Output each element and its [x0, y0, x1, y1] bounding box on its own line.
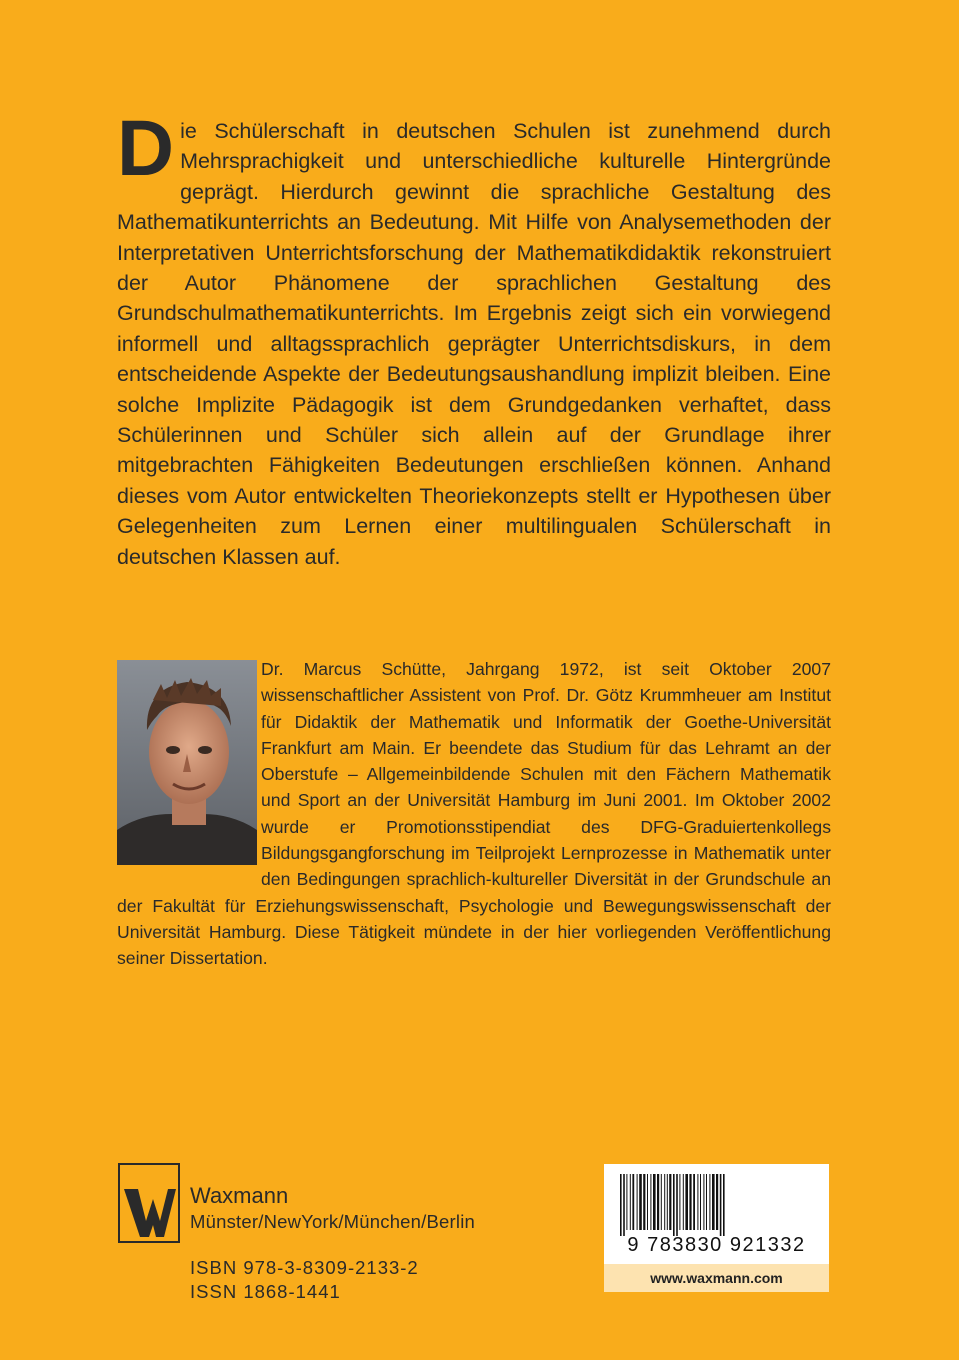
- barcode-bar: [650, 1174, 651, 1230]
- barcode-bar: [667, 1174, 668, 1230]
- barcode-bar: [689, 1174, 691, 1230]
- barcode-bar: [709, 1174, 710, 1230]
- issn: ISSN 1868-1441: [190, 1281, 341, 1302]
- barcode-bar: [639, 1174, 642, 1230]
- barcode-bar: [712, 1174, 715, 1230]
- barcode-bar: [700, 1174, 701, 1230]
- barcode-bar: [683, 1174, 684, 1230]
- barcode-bar: [664, 1174, 665, 1230]
- barcode-bar: [723, 1174, 725, 1236]
- blurb-text: ie Schülerschaft in deutschen Schulen ist zunehmend durch Mehrsprachigkeit und unterschiedliche kulturelle Hintergründe geprägt. Hierdurch gewinnt die sprachliche Gestaltung des Mathematikunterrichts an Bedeutung. Mit Hilfe von Analysemethoden der Interpretativen Unterrichtsforschung der Mathematikdidaktik rekonstruiert der Autor Phänomene der sprachlichen Gestaltung des Grundschulmathematikunterrichts. Im Ergebnis zeigt sich ein vorwiegend informell und alltagssprachlich geprägter Unterrichtsdiskurs, in dem entscheidende Aspekte der Bedeutungsaushandlung implizit bleiben. Eine solche Implizite Pädagogik ist dem Grundgedanken verhaftet, dass Schülerinnen und Schüler sich allein auf der Grundlage ihrer mitgebrachten Fähigkeiten Bedeutungen erschließen können. Anhand dieses vom Autor entwickelten Theoriekonzepts stellt er Hypothesen über Gelegenheiten zum Lernen einer multilingualen Schülerschaft in deutschen Klassen auf.: [117, 119, 831, 569]
- barcode-bar: [697, 1174, 698, 1230]
- barcode-bar: [716, 1174, 718, 1230]
- barcode-bar: [703, 1174, 704, 1230]
- author-bio: [117, 656, 831, 972]
- barcode-bar: [653, 1174, 656, 1230]
- publisher-cities: Münster/NewYork/München/Berlin: [190, 1211, 475, 1232]
- author-bio-text: Dr. Marcus Schütte, Jahrgang 1972, ist seit Oktober 2007 wissenschaftlicher Assistent von Prof. Dr. Götz Krummheuer am Institut für Didaktik der Mathematik und Informatik der Goethe-Universität Frankfurt am Main. Er beendete das Studium für das Lehramt an der Oberstufe – Allgemeinbildende Schulen mit den Fächern Mathematik und Sport an der Universität Hamburg im Juni 2001. Im Oktober 2002 wurde er Promotionsstipendiat des DFG-Graduiertenkollegs Bildungsgangforschung im Teilprojekt Lernprozesse in Mathematik unter den Bedingungen sprachlich-kultureller Diversität in der Grundschule an der Fakultät für Erziehungswissenschaft, Psychologie und Bewegungswissenschaft der Universität Hamburg. Diese Tätigkeit mündete in der hier vorliegenden Veröffentlichung seiner Dissertation.: [117, 659, 831, 969]
- barcode-bar: [720, 1174, 722, 1236]
- barcode-bar: [679, 1174, 680, 1230]
- barcode-number: 9 783830 921332: [627, 1234, 806, 1256]
- barcode-bar: [623, 1174, 625, 1236]
- barcode-bar: [620, 1174, 622, 1236]
- barcode-bar: [643, 1174, 645, 1230]
- barcode-bar: [637, 1174, 638, 1230]
- barcode-bar: [685, 1174, 688, 1230]
- barcode-bar: [706, 1174, 707, 1230]
- barcode-bar: [693, 1174, 695, 1230]
- cover-blurb: [117, 103, 831, 572]
- barcode-bar: [630, 1174, 631, 1230]
- barcode-bar: [673, 1174, 675, 1236]
- barcode-bar: [626, 1174, 627, 1230]
- barcode-bar: [661, 1174, 662, 1230]
- barcode-bar: [647, 1174, 648, 1230]
- publisher-url[interactable]: www.waxmann.com: [604, 1264, 829, 1292]
- identifiers: [190, 1256, 419, 1304]
- publisher-name: Waxmann: [190, 1183, 289, 1208]
- publisher-block: [190, 1183, 475, 1235]
- barcode-bar: [676, 1174, 678, 1236]
- barcode-bar: [669, 1174, 671, 1230]
- barcode-bar: [657, 1174, 659, 1230]
- isbn: ISBN 978-3-8309-2133-2: [190, 1257, 419, 1278]
- waxmann-logo-icon: [118, 1163, 180, 1243]
- barcode-bar: [632, 1174, 634, 1230]
- barcode-bars: [618, 1174, 815, 1236]
- drop-cap: D: [117, 103, 175, 192]
